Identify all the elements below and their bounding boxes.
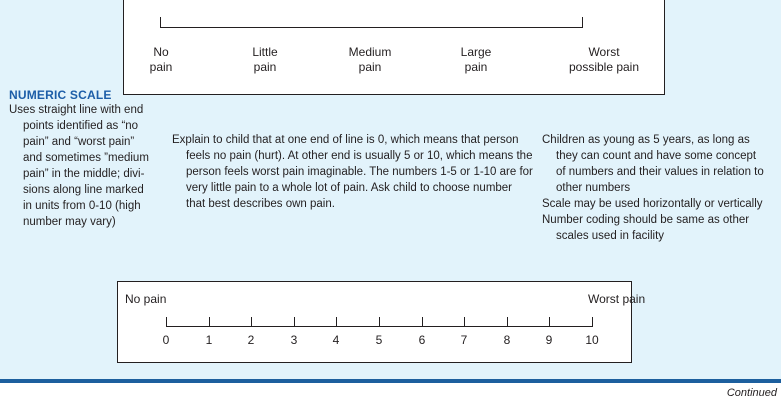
tick-label: 2: [247, 333, 255, 347]
tick-mark: [251, 317, 252, 327]
tick-mark: [592, 317, 593, 327]
numeric-scale-box: [117, 281, 646, 363]
scale-line: [160, 27, 583, 28]
tick-mark: [464, 317, 465, 327]
scale-instructions: Explain to child that at one end of line is 0, which means that person feels no pain (hurt). At other end is usually 5 or 10, which means the person feels worst pain imaginable. The numbers 1-5 or 1-10 are for very little pain to a whole lot of pain. Ask child to choose number that best describes own pain.: [172, 134, 533, 210]
tick-label: 7: [460, 333, 468, 347]
scale-label-medium-pain: Medium pain: [348, 45, 392, 74]
tick-label: 5: [375, 333, 383, 347]
tick-mark: [379, 317, 380, 327]
anchor-worst-pain: Worst pain: [588, 292, 646, 306]
tick-label: 9: [545, 333, 553, 347]
scale-description: Uses straight line with end points identified as “no pain” and “worst pain” and sometimes ”medium pain” in the middle; divi- sions along line marked in units from 0-10 (high number may vary): [9, 104, 149, 228]
tick-mark: [507, 317, 508, 327]
scale-label-large-pain: Large pain: [460, 45, 492, 74]
scale-label-no-pain: No pain: [149, 45, 173, 74]
scale-recommendations: Children as young as 5 years, as long as they can count and have some concept of numbers and their values in relation to other numbers Scale may be used horizontally or vertically Number coding should be same as other scales used in facility: [542, 134, 764, 242]
tick-label: 6: [418, 333, 426, 347]
tick-label: 0: [162, 333, 170, 347]
scale-endcap-right: [582, 17, 583, 28]
anchor-no-pain: No pain: [125, 292, 167, 306]
scale-label-worst-pain: Worst possible pain: [568, 45, 640, 74]
tick-mark: [294, 317, 295, 327]
continued-note: Continued: [726, 387, 777, 399]
scale-label-little-pain: Little pain: [252, 45, 278, 74]
tick-label: 8: [503, 333, 511, 347]
tick-mark: [336, 317, 337, 327]
word-scale-box: [123, 0, 665, 95]
tick-label: 1: [205, 333, 213, 347]
tick-mark: [166, 317, 167, 327]
tick-label: 4: [332, 333, 340, 347]
bottom-rule: [0, 379, 781, 383]
tick-mark: [422, 317, 423, 327]
tick-label: 10: [585, 333, 599, 347]
scale-endcap-left: [160, 17, 161, 28]
tick-mark: [549, 317, 550, 327]
section-heading: NUMERIC SCALE: [9, 88, 112, 102]
tick-mark: [209, 317, 210, 327]
tick-label: 3: [290, 333, 298, 347]
